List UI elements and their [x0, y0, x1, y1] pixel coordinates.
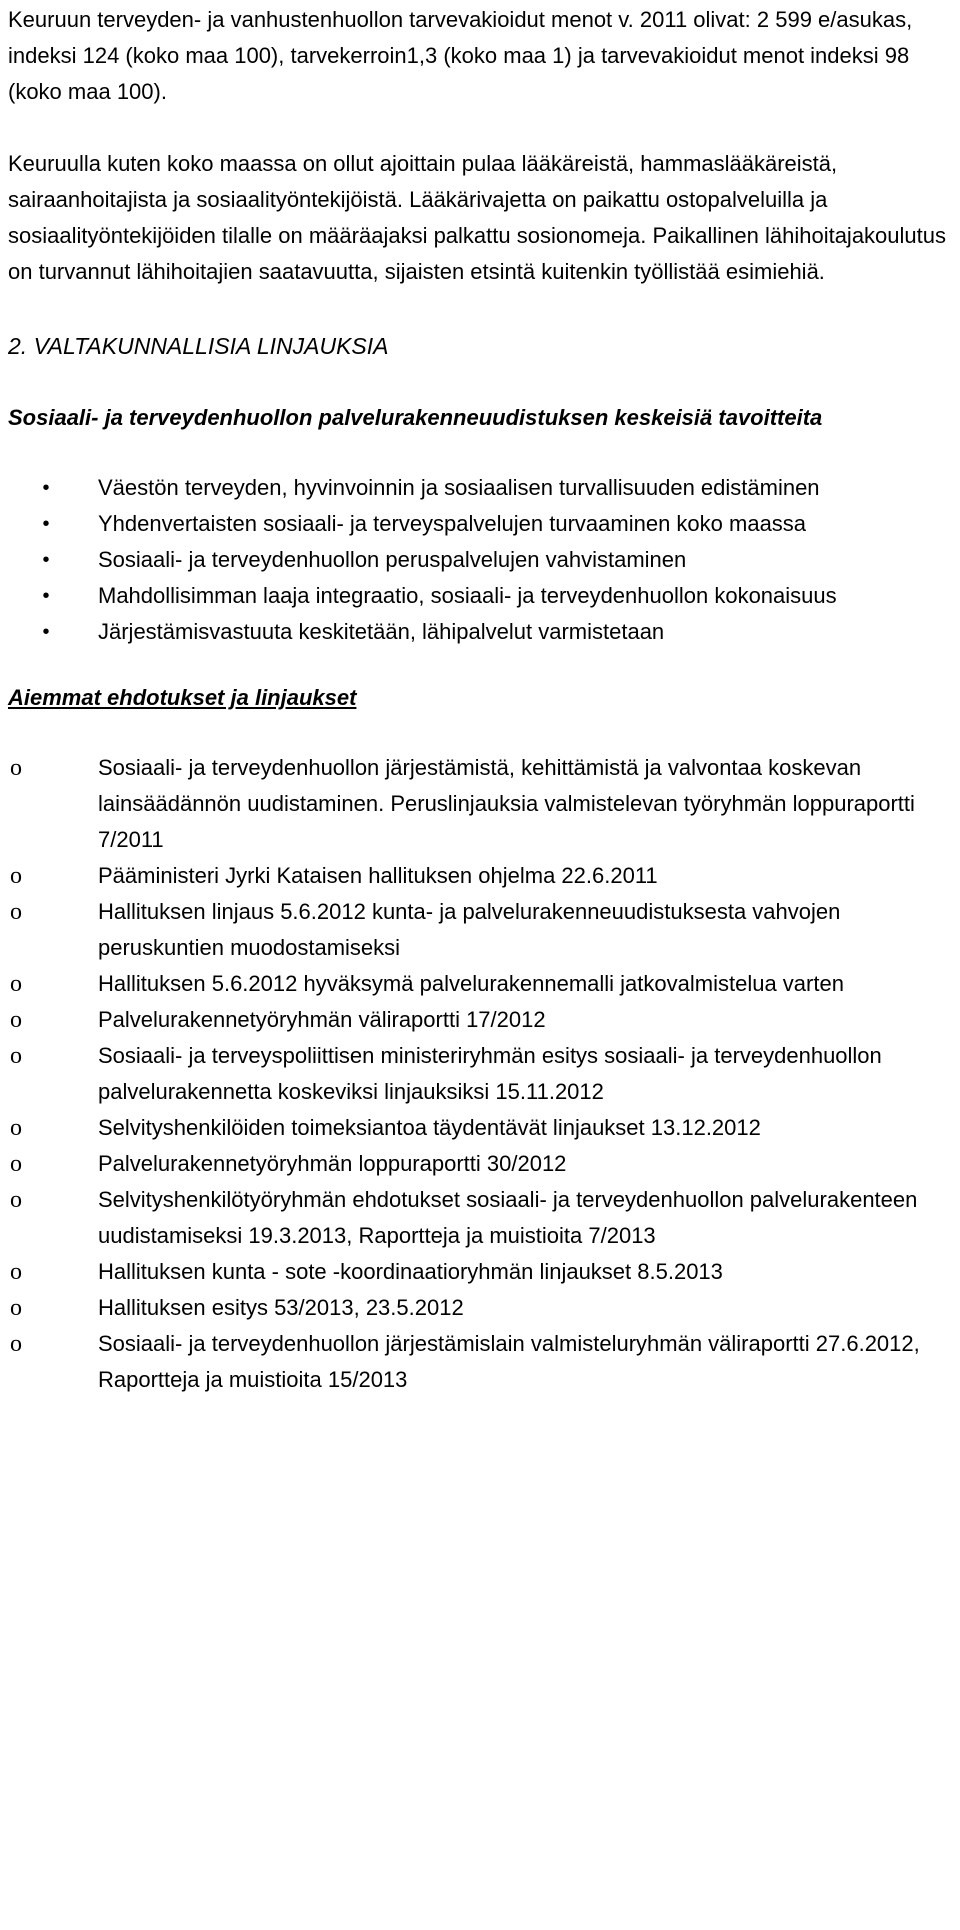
bullet-icon: •: [42, 585, 50, 607]
list-item-text: Palvelurakennetyöryhmän loppuraportti 30/2012: [98, 1151, 567, 1176]
list-item-text: Hallituksen 5.6.2012 hyväksymä palvelurakennemalli jatkovalmistelua varten: [98, 971, 844, 996]
goals-heading: Sosiaali- ja terveydenhuollon palvelurakenneuudistuksen keskeisiä tavoitteita: [8, 405, 823, 430]
list-item: [8, 1182, 952, 1254]
list-item-text: Palvelurakennetyöryhmän väliraportti 17/2012: [98, 1007, 546, 1032]
circle-bullet-icon: o: [10, 1295, 22, 1321]
list-item: [8, 1326, 952, 1398]
document-page: [8, 2, 952, 1398]
circle-bullet-icon: o: [10, 1115, 22, 1141]
circle-bullet-icon: o: [10, 971, 22, 997]
list-item: [8, 894, 952, 966]
list-item: [8, 506, 952, 542]
circle-bullet-icon: o: [10, 863, 22, 889]
circle-bullet-icon: o: [10, 1331, 22, 1357]
list-item: [8, 1146, 952, 1182]
list-item-text: Pääministeri Jyrki Kataisen hallituksen ohjelma 22.6.2011: [98, 863, 658, 888]
bullet-icon: •: [42, 621, 50, 643]
list-item-text: Mahdollisimman laaja integraatio, sosiaali- ja terveydenhuollon kokonaisuus: [98, 583, 837, 608]
list-item-text: Selvityshenkilötyöryhmän ehdotukset sosiaali- ja terveydenhuollon palvelurakenteen uudistamiseksi 19.3.2013, Raportteja ja muistioita 7/2013: [98, 1187, 918, 1248]
list-item-text: Hallituksen linjaus 5.6.2012 kunta- ja palvelurakenneuudistuksesta vahvojen peruskuntien muodostamiseksi: [98, 899, 841, 960]
list-item-text: Hallituksen esitys 53/2013, 23.5.2012: [98, 1295, 464, 1320]
list-item: [8, 614, 952, 650]
circle-bullet-icon: o: [10, 755, 22, 781]
list-item-text: Sosiaali- ja terveydenhuollon järjestämislain valmisteluryhmän väliraportti 27.6.2012, Raportteja ja muistioita 15/2013: [98, 1331, 920, 1392]
list-item-text: Sosiaali- ja terveydenhuollon järjestämistä, kehittämistä ja valvontaa koskevan lainsäädännön uudistaminen. Peruslinjauksia valmistelevan työryhmän loppuraportti 7/2011: [98, 755, 915, 852]
circle-bullet-icon: o: [10, 1259, 22, 1285]
list-item-text: Hallituksen kunta - sote -koordinaatioryhmän linjaukset 8.5.2013: [98, 1259, 723, 1284]
circle-bullet-icon: o: [10, 899, 22, 925]
list-item: [8, 858, 952, 894]
list-item: [8, 470, 952, 506]
list-item-text: Sosiaali- ja terveyspoliittisen ministeriryhmän esitys sosiaali- ja terveydenhuollon palvelurakennetta koskeviksi linjauksiksi 15.11.2012: [98, 1043, 882, 1104]
intro-paragraph-costs: Keuruun terveyden- ja vanhustenhuollon tarvevakioidut menot v. 2011 olivat: 2 599 e/asukas, indeksi 124 (koko maa 100), tarvekerroin1,3 (koko maa 1) ja tarvevakioidut menot indeksi 98 (koko maa 100).: [8, 7, 913, 104]
circle-bullet-icon: o: [10, 1151, 22, 1177]
list-item: [8, 750, 952, 858]
intro-paragraph-staffing: Keuruulla kuten koko maassa on ollut ajoittain pulaa lääkäreistä, hammaslääkäreistä, sairaanhoitajista ja sosiaalityöntekijöistä. Lääkärivajetta on paikattu ostopalveluilla ja sosiaalityöntekijöiden tilalle on määräajaksi palkattu sosionomeja. Paikallinen lähihoitajakoulutus on turvannut lähihoitajien saatavuutta, sijaisten etsintä kuitenkin työllistää esimiehiä.: [8, 151, 946, 284]
bullet-icon: •: [42, 477, 50, 499]
previous-proposals-heading: Aiemmat ehdotukset ja linjaukset: [8, 685, 357, 710]
list-item: [8, 966, 952, 1002]
circle-bullet-icon: o: [10, 1187, 22, 1213]
list-item-text: Väestön terveyden, hyvinvoinnin ja sosiaalisen turvallisuuden edistäminen: [98, 475, 820, 500]
list-item-text: Järjestämisvastuuta keskitetään, lähipalvelut varmistetaan: [98, 619, 665, 644]
bullet-icon: •: [42, 549, 50, 571]
list-item-text: Sosiaali- ja terveydenhuollon peruspalvelujen vahvistaminen: [98, 547, 687, 572]
bullet-icon: •: [42, 513, 50, 535]
circle-bullet-icon: o: [10, 1007, 22, 1033]
list-item: [8, 1002, 952, 1038]
section-heading: 2. VALTAKUNNALLISIA LINJAUKSIA: [8, 333, 389, 359]
list-item: [8, 1254, 952, 1290]
list-item: [8, 578, 952, 614]
list-item-text: Selvityshenkilöiden toimeksiantoa täydentävät linjaukset 13.12.2012: [98, 1115, 761, 1140]
goals-list: [8, 470, 952, 650]
list-item: [8, 1110, 952, 1146]
list-item: [8, 542, 952, 578]
circle-bullet-icon: o: [10, 1043, 22, 1069]
list-item: [8, 1038, 952, 1110]
list-item-text: Yhdenvertaisten sosiaali- ja terveyspalvelujen turvaaminen koko maassa: [98, 511, 807, 536]
list-item: [8, 1290, 952, 1326]
previous-proposals-list: [8, 750, 952, 1398]
